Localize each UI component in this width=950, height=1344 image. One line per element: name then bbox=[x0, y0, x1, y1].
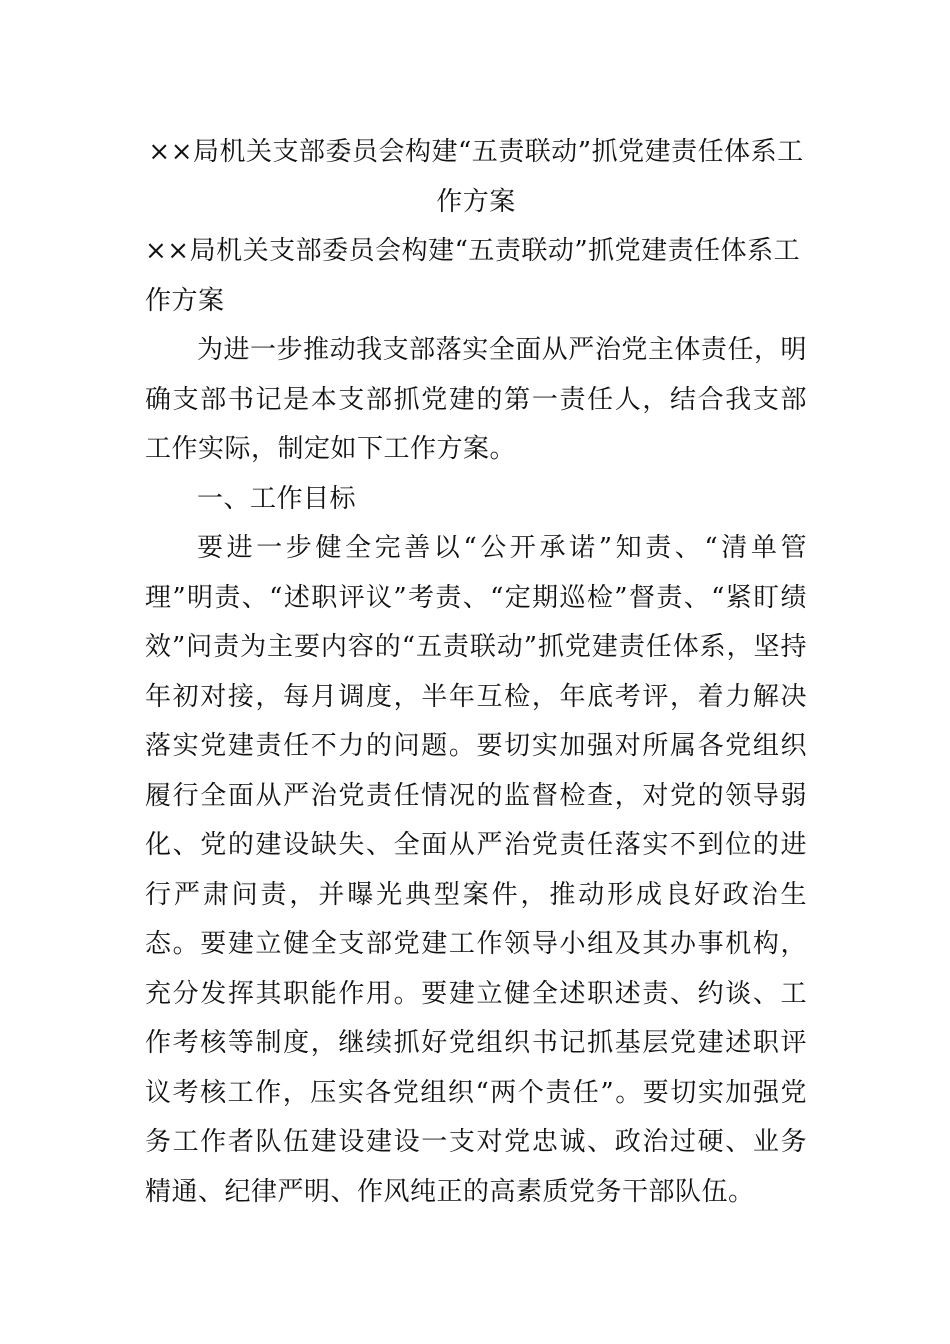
section-body-goals: 要进一步健全完善以“公开承诺”知责、“清单管理”明责、“述职评议”考责、“定期巡检”督责、“紧盯绩效”问责为主要内容的“五责联动”抓党建责任体系，坚持年初对接，每月调度，半年互检，年底考评，着力解决落实党建责任不力的问题。要切实加强对所属各党组织履行全面从严治党责任情况的监督检查，对党的领导弱化、党的建设缺失、全面从严治党责任落实不到位的进行严肃问责，并曝光典型案件，推动形成良好政治生态。要建立健全支部党建工作领导小组及其办事机构，充分发挥其职能作用。要建立健全述职述责、约谈、工作考核等制度，继续抓好党组织书记抓基层党建述职评议考核工作，压实各党组织“两个责任”。要切实加强党务工作者队伍建设建设一支对党忠诚、政治过硬、业务精通、纪律严明、作风纯正的高素质党务干部队伍。 bbox=[145, 533, 807, 1207]
document-content bbox=[145, 128, 807, 1217]
document-title: ××局机关支部委员会构建“五责联动”抓党建责任体系工作方案 bbox=[148, 137, 804, 217]
section-heading-goals: 一、工作目标 bbox=[197, 483, 357, 514]
document-subtitle: ××局机关支部委员会构建“五责联动”抓党建责任体系工作方案 bbox=[145, 236, 801, 316]
intro-paragraph: 为进一步推动我支部落实全面从严治党主体责任，明确支部书记是本支部抓党建的第一责任人，结合我支部工作实际，制定如下工作方案。 bbox=[145, 335, 807, 464]
